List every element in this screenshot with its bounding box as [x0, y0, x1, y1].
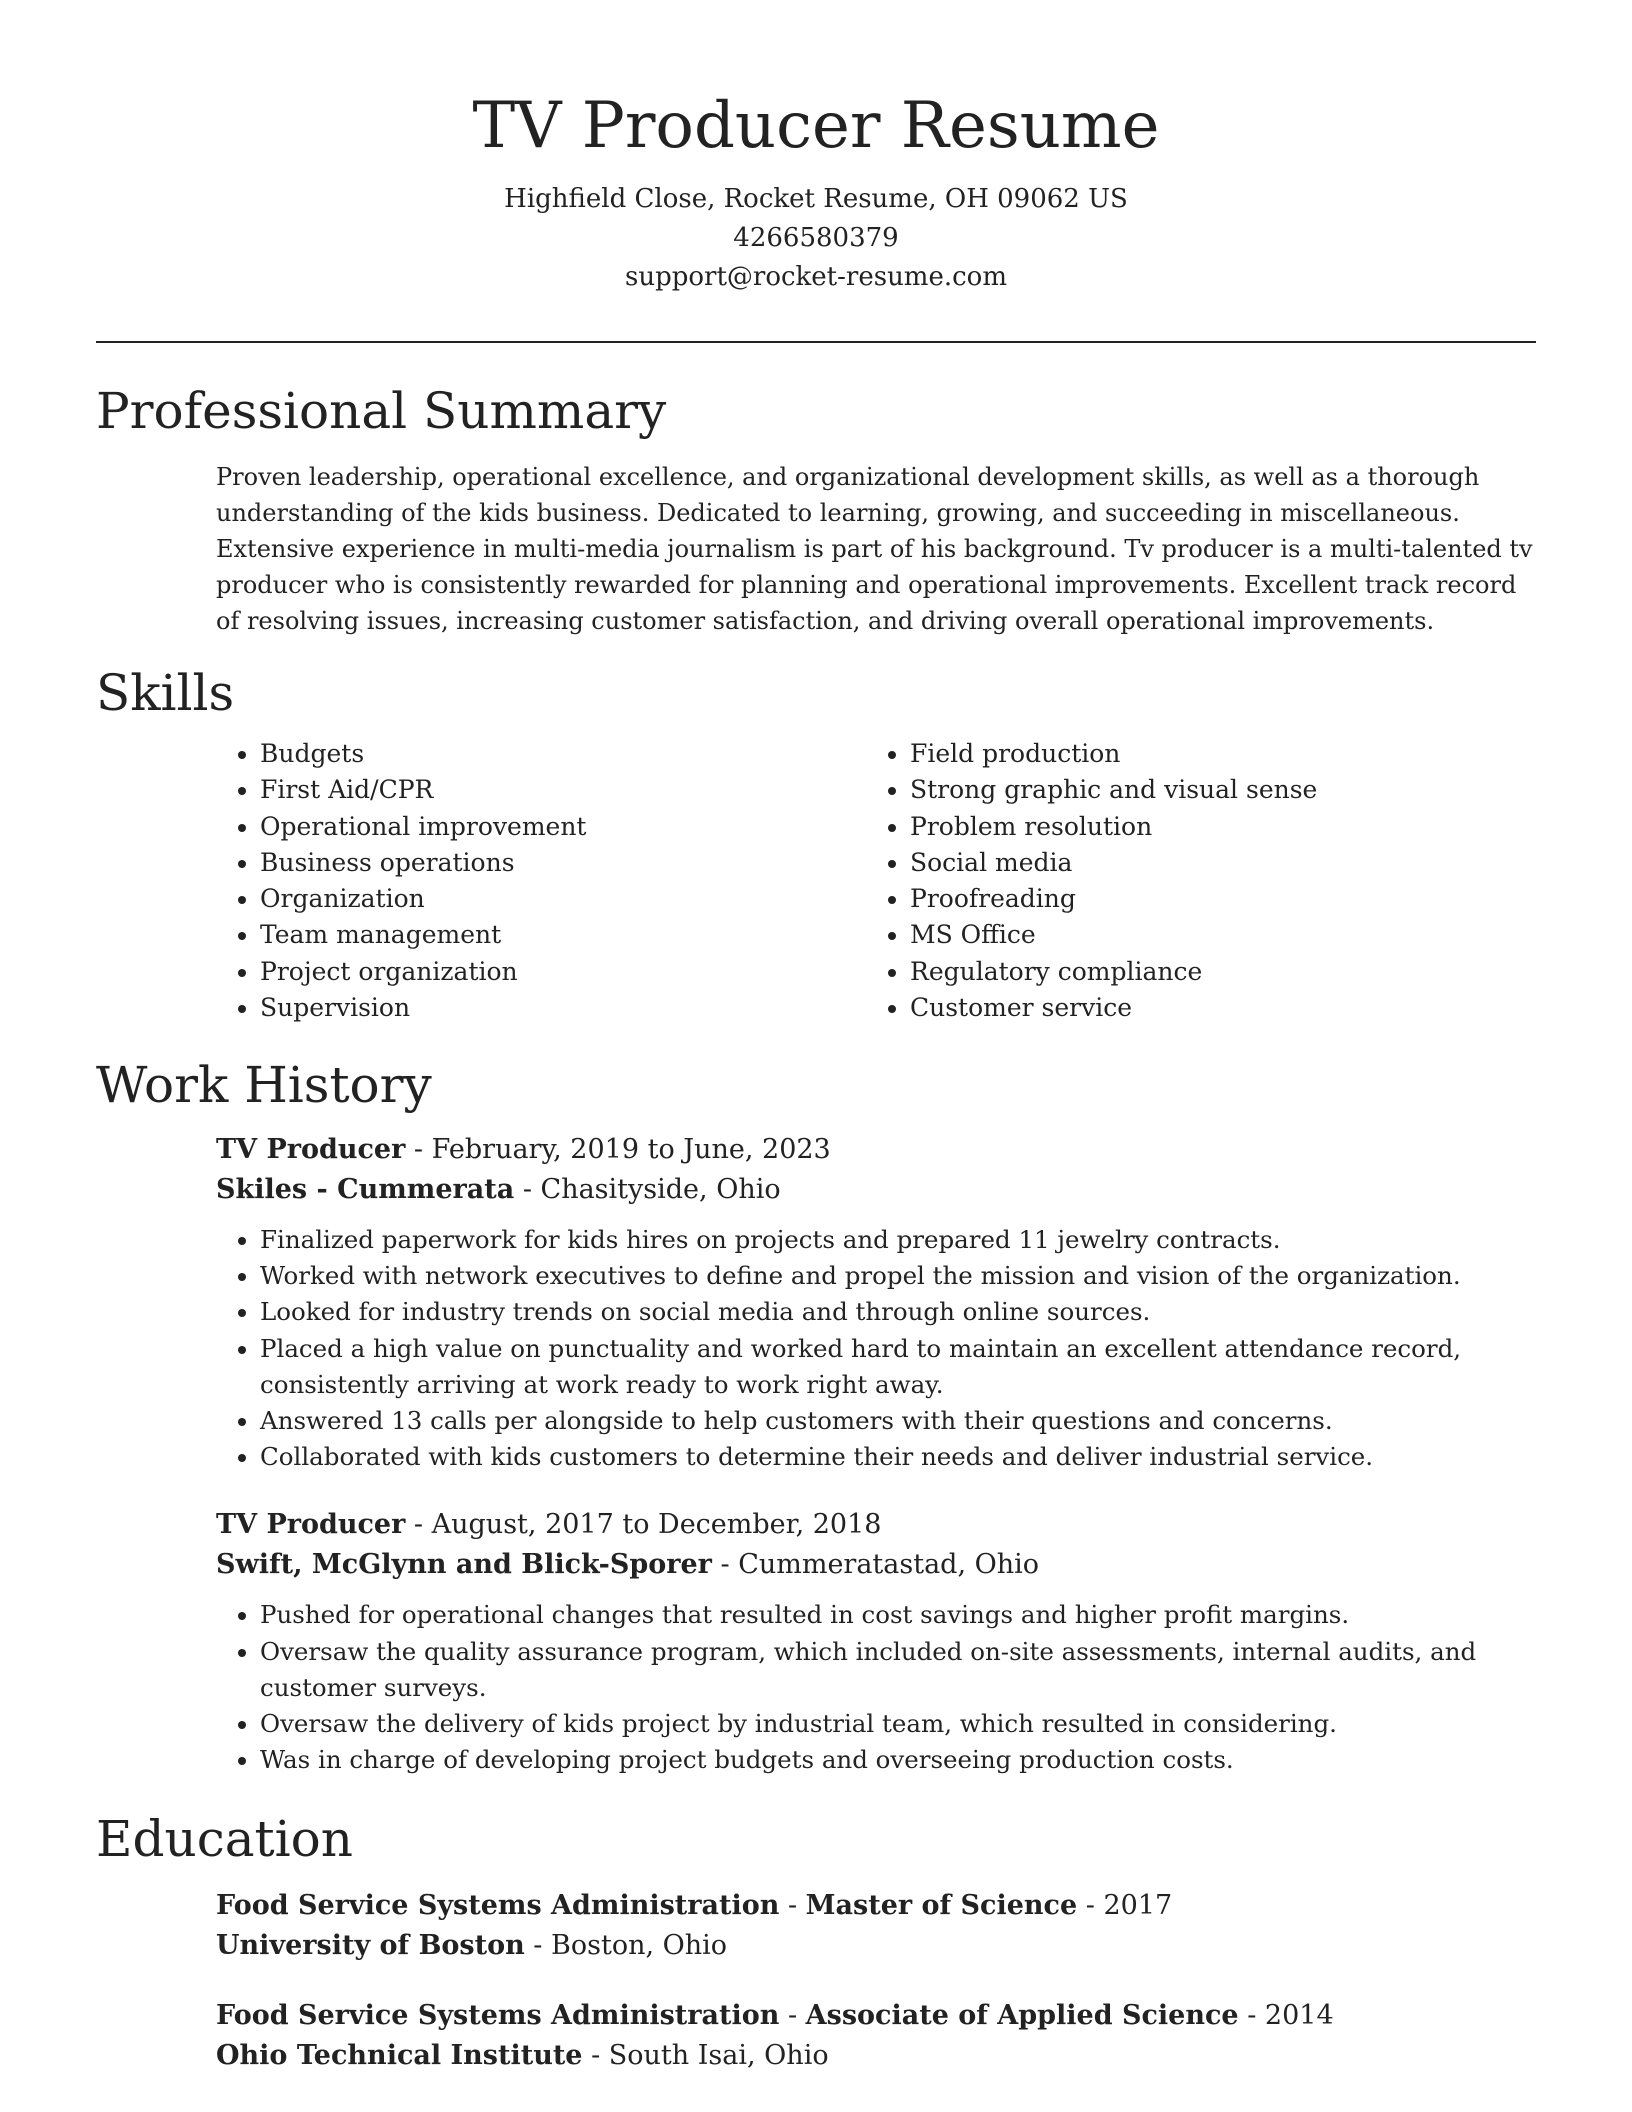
skill-item: • First Aid/CPR: [260, 772, 866, 808]
skill-item: • Supervision: [260, 990, 866, 1026]
job-bullet: • Collaborated with kids customers to determine their needs and deliver industrial service.: [260, 1439, 1536, 1475]
job-bullets: [216, 1597, 1536, 1778]
education-field: Food Service Systems Administration: [216, 1890, 780, 1921]
education-year: 2014: [1264, 2000, 1334, 2031]
job-bullet: • Looked for industry trends on social media and through online sources.: [260, 1294, 1536, 1330]
skills-columns: [216, 736, 1536, 1026]
summary-section: [96, 380, 1536, 639]
education-section: [96, 1808, 1536, 2076]
job-bullet: • Oversaw the delivery of kids project by industrial team, which resulted in considering.: [260, 1706, 1536, 1742]
skill-item: • Strong graphic and visual sense: [910, 772, 1516, 808]
education-school: Ohio Technical Institute: [216, 2040, 583, 2071]
contact-block: [96, 180, 1536, 297]
education-school-line: Ohio Technical Institute - South Isai, Ohio: [216, 2040, 829, 2071]
contact-address: Highfield Close, Rocket Resume, OH 09062 US: [504, 184, 1128, 214]
resume-title: TV Producer Resume: [472, 89, 1160, 163]
skill-item: • Social media: [910, 845, 1516, 881]
skills-section: [96, 662, 1536, 1026]
summary-body: [216, 459, 1536, 639]
job-location: Cummeratastad, Ohio: [738, 1549, 1040, 1581]
job-bullet: • Oversaw the quality assurance program, which included on-site assessments, internal audits, and customer surveys.: [260, 1634, 1536, 1706]
education-degree-line: Food Service Systems Administration - Master of Science - 2017: [216, 1890, 1173, 1921]
job-company-line: Skiles - Cummerata - Chasityside, Ohio: [216, 1174, 781, 1205]
job-bullets: [216, 1222, 1536, 1475]
skill-item: • Budgets: [260, 736, 866, 772]
education-degree-line: Food Service Systems Administration - Associate of Applied Science - 2014: [216, 2000, 1334, 2031]
job-role: TV Producer: [216, 1509, 406, 1541]
skill-item: • Proofreading: [910, 881, 1516, 917]
skills-list-left: [216, 736, 866, 1026]
skill-item: • Problem resolution: [910, 809, 1516, 845]
education-location: South Isai, Ohio: [608, 2040, 829, 2071]
job-bullet: • Worked with network executives to define and propel the mission and vision of the organization.: [260, 1258, 1536, 1294]
education-school-line: University of Boston - Boston, Ohio: [216, 1930, 728, 1961]
summary-heading: Professional Summary: [96, 382, 667, 440]
job-company: Swift, McGlynn and Blick-Sporer: [216, 1549, 712, 1581]
header-divider: [96, 341, 1536, 343]
job-bullet: • Finalized paperwork for kids hires on projects and prepared 11 jewelry contracts.: [260, 1222, 1536, 1258]
job-company-line: Swift, McGlynn and Blick-Sporer - Cummeratastad, Ohio: [216, 1549, 1040, 1581]
job-dates: August, 2017 to December, 2018: [431, 1509, 882, 1541]
job-bullet: • Was in charge of developing project budgets and overseeing production costs.: [260, 1742, 1536, 1778]
contact-email: support@rocket-resume.com: [624, 262, 1007, 292]
job-bullet: • Placed a high value on punctuality and worked hard to maintain an excellent attendance record, consistently arriving at work ready to work right away.: [260, 1331, 1536, 1403]
skill-item: • MS Office: [910, 917, 1516, 953]
job-location: Chasityside, Ohio: [540, 1174, 781, 1205]
skills-heading: Skills: [96, 664, 235, 722]
skills-column-left: [216, 736, 866, 1026]
skill-item: • Team management: [260, 917, 866, 953]
job-role: TV Producer: [216, 1134, 406, 1165]
job-entry: [216, 1130, 1536, 1475]
education-field: Food Service Systems Administration: [216, 2000, 780, 2031]
job-bullet: • Pushed for operational changes that resulted in cost savings and higher profit margins.: [260, 1597, 1536, 1633]
education-school: University of Boston: [216, 1930, 525, 1961]
skill-item: • Operational improvement: [260, 809, 866, 845]
skill-item: • Customer service: [910, 990, 1516, 1026]
education-location: Boston, Ohio: [551, 1930, 728, 1961]
education-degree: Associate of Applied Science: [805, 2000, 1239, 2031]
job-title-line: TV Producer - February, 2019 to June, 2023: [216, 1134, 831, 1165]
job-bullet: • Answered 13 calls per alongside to help customers with their questions and concerns.: [260, 1403, 1536, 1439]
education-year: 2017: [1103, 1890, 1173, 1921]
skill-item: • Organization: [260, 881, 866, 917]
education-entry: [216, 1996, 1536, 2076]
job-entry: [216, 1505, 1536, 1778]
skill-item: • Project organization: [260, 954, 866, 990]
work-history-section: [96, 1054, 1536, 1778]
resume-header: [96, 84, 1536, 297]
education-heading: Education: [96, 1810, 353, 1868]
skills-column-right: [866, 736, 1516, 1026]
job-title-line: TV Producer - August, 2017 to December, 2018: [216, 1509, 882, 1541]
job-dates: February, 2019 to June, 2023: [431, 1134, 831, 1165]
skill-item: • Regulatory compliance: [910, 954, 1516, 990]
education-entry: [216, 1886, 1536, 1966]
summary-text: Proven leadership, operational excellence, and organizational development skills, as well as a thorough understanding of the kids business. Dedicated to learning, growing, and succeeding in miscellaneous. Extensive experience in multi-media journalism is part of his background. Tv producer is a multi-talented tv producer who is consistently rewarded for planning and operational improvements. Excellent track record of resolving issues, increasing customer satisfaction, and driving overall operational improvements.: [216, 463, 1533, 635]
contact-phone: 4266580379: [733, 223, 899, 253]
skill-item: • Business operations: [260, 845, 866, 881]
skills-list-right: [866, 736, 1516, 1026]
education-degree: Master of Science: [805, 1890, 1078, 1921]
skill-item: • Field production: [910, 736, 1516, 772]
work-history-heading: Work History: [96, 1056, 432, 1114]
job-company: Skiles - Cummerata: [216, 1174, 515, 1205]
